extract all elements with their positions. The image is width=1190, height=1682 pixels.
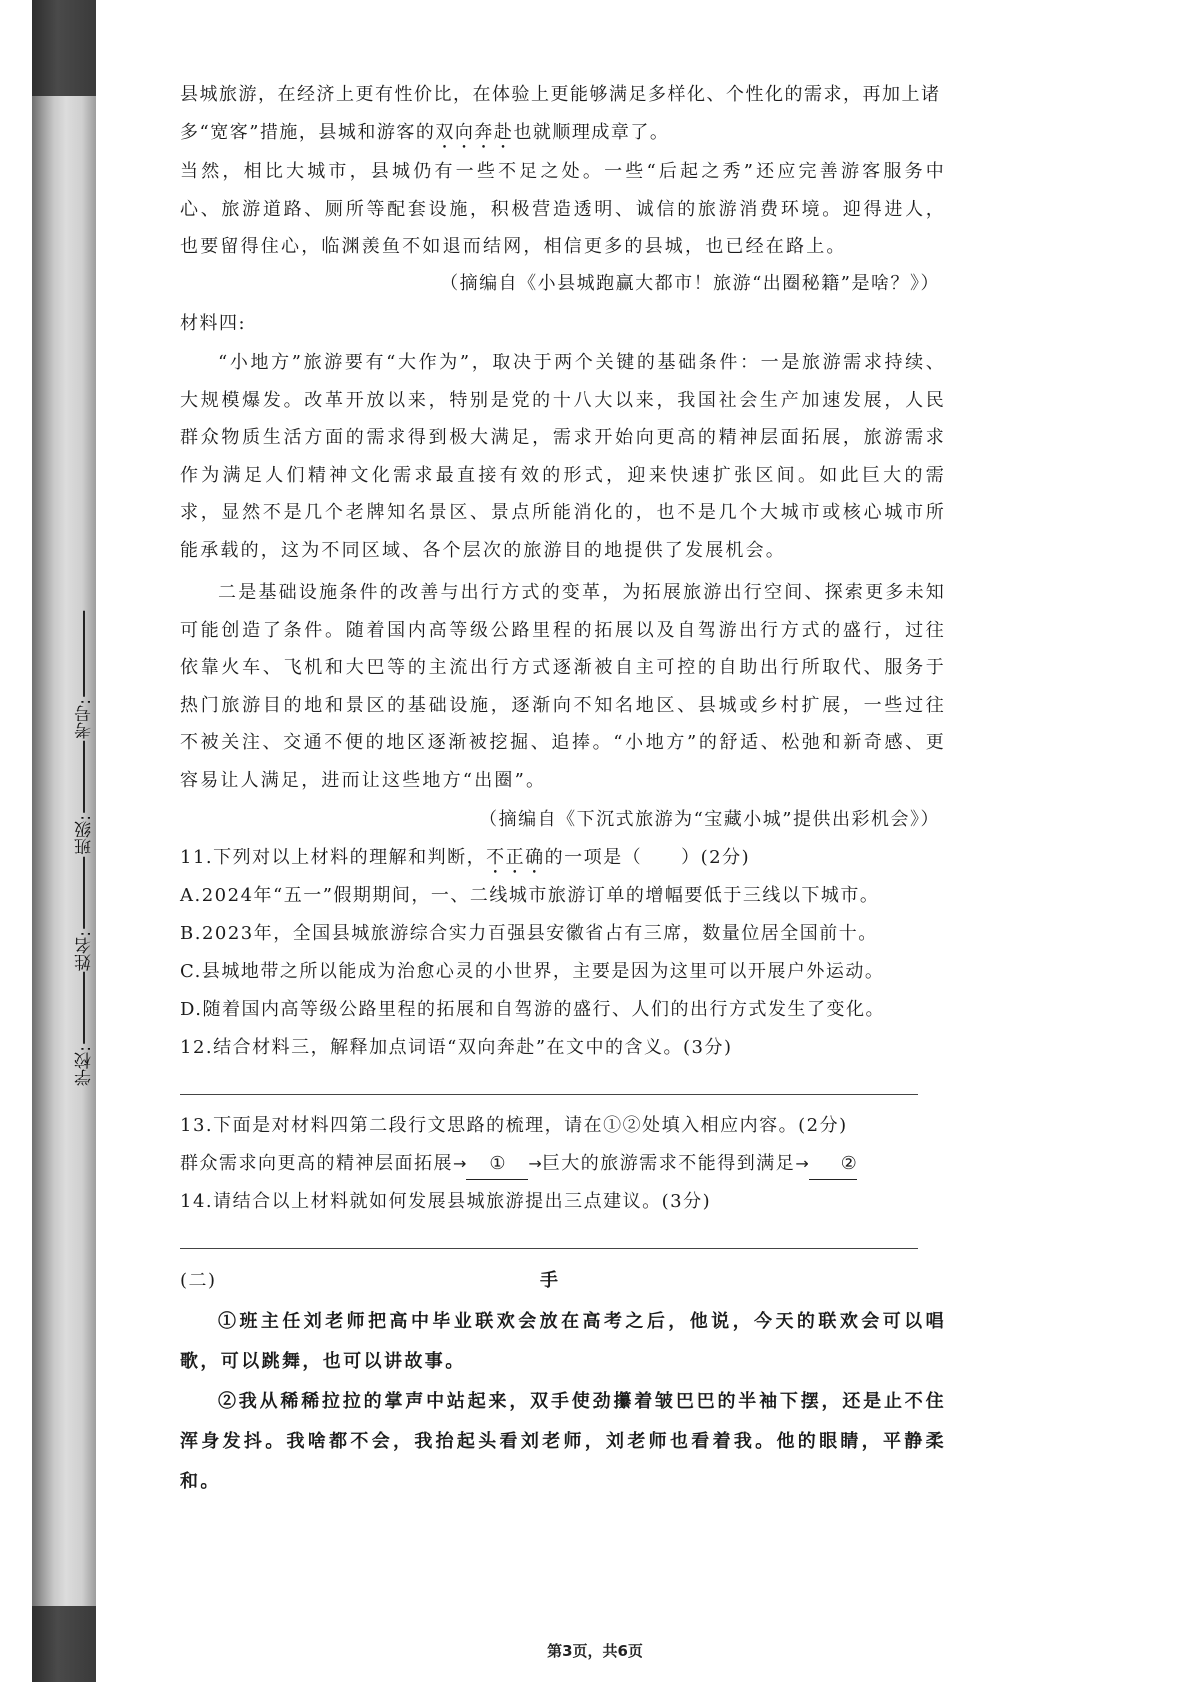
material3-line1: 县城旅游，在经济上更有性价比，在体验上更能够满足多样化、个性化的需求，再加上诸 — [180, 84, 941, 105]
q13-flow-mid: 巨大的旅游需求不能得到满足 — [541, 1153, 796, 1174]
exam-number-label: 考号: — [74, 699, 95, 739]
q13-blank-2[interactable]: ② — [809, 1149, 857, 1180]
school-field — [72, 970, 97, 1086]
class-blank[interactable] — [83, 741, 85, 813]
q11-suffix: 的一项是（ ）(2分) — [544, 847, 751, 868]
q13-flow-start: 群众需求向更高的精神层面拓展 — [180, 1153, 453, 1174]
q13-blank-1[interactable]: ① — [466, 1149, 528, 1180]
q12-answer-line[interactable] — [180, 1094, 918, 1095]
material3-line2 — [180, 118, 669, 153]
question-13: 13.下面是对材料四第二段行文思路的梳理，请在①②处填入相应内容。(2分) — [180, 1115, 848, 1136]
section-number: (二) — [180, 1270, 217, 1291]
q11-prefix: 11.下列对以上材料的理解和判断， — [180, 847, 487, 868]
binding-strip-top — [32, 0, 96, 96]
arrow-right-icon: → — [453, 1154, 467, 1173]
q11-option-c[interactable]: C.县城地带之所以能成为治愈心灵的小世界，主要是因为这里可以开展户外运动。 — [180, 961, 885, 982]
question-11 — [180, 843, 750, 878]
arrow-right-icon: → — [795, 1154, 809, 1173]
section-title: 手 — [540, 1270, 560, 1291]
material4-paragraph2: 二是基础设施条件的改善与出行方式的变革，为拓展旅游出行空间、探索更多未知可能创造了条件。随着国内高等级公路里程的拓展以及自驾游出行方式的盛行，过往依靠火车、飞机和大巴等的主流出行方式逐渐被自主可控的自助出行所取代、服务于热门旅游目的地和景区的基础设施，逐渐向不知名地区、县城或乡村扩展，一些过往不被关注、交通不便的地区逐渐被挖掘、追捧。“小地方”的舒适、松弛和新奇感、更容易让人满足，进而让这些地方“出圈”。 — [180, 582, 946, 791]
class-field — [72, 739, 97, 855]
material3-line2-suffix: 也就顺理成章了。 — [513, 122, 670, 143]
material3-paragraph2: 当然，相比大城市，县城仍有一些不足之处。一些“后起之秀”还应完善游客服务中心、旅游道路、厕所等配套设施，积极营造透明、诚信的旅游消费环境。迎得进人，也要留得住心，临渊羡鱼不如退而结网，相信更多的县城，也已经在路上。 — [180, 161, 946, 257]
material4-source: （摘编自《下沉式旅游为“宝藏小城”提供出彩机会》） — [479, 809, 940, 830]
q11-option-b[interactable]: B.2023年，全国县城旅游综合实力百强县安徽省占有三席，数量位居全国前十。 — [180, 923, 878, 944]
name-blank[interactable] — [83, 857, 85, 929]
q13-flow — [180, 1149, 857, 1180]
name-label: 姓名: — [74, 930, 95, 971]
question-12: 12.结合材料三，解释加点词语“双向奔赴”在文中的含义。(3分) — [180, 1037, 733, 1058]
material3-source: （摘编自《小县城跑赢大都市！旅游“出圈秘籍”是啥？》） — [440, 273, 940, 294]
material4-paragraph1: “小地方”旅游要有“大作为”，取决于两个关键的基础条件：一是旅游需求持续、大规模爆发。改革开放以来，特别是党的十八大以来，我国社会生产加速发展，人民群众物质生活方面的需求得到极大满足，需求开始向更高的精神层面拓展，旅游需求作为满足人们精神文化需求最直接有效的形式，迎来快速扩张区间。如此巨大的需求，显然不是几个老牌知名景区、景点所能消化的，也不是几个大城市或核心城市所能承载的，这为不同区域、各个层次的旅游目的地提供了发展机会。 — [180, 352, 946, 561]
class-label: 班级: — [74, 814, 95, 855]
material4-heading: 材料四: — [180, 313, 247, 334]
exam-number-blank[interactable] — [83, 611, 85, 697]
student-info-fields — [72, 526, 96, 1086]
story-paragraph1: ①班主任刘老师把高中毕业联欢会放在高考之后，他说，今天的联欢会可以唱歌，可以跳舞，也可以讲故事。 — [180, 1311, 946, 1372]
school-blank[interactable] — [83, 972, 85, 1044]
q11-option-a[interactable]: A.2024年“五一”假期期间，一、二线城市旅游订单的增幅要低于三线以下城市。 — [180, 885, 880, 906]
q11-dotted-word: 不正确 — [486, 847, 545, 868]
page-number: 第3页，共6页 — [547, 1642, 643, 1660]
q14-answer-line[interactable] — [180, 1248, 918, 1249]
arrow-right-icon: → — [528, 1154, 542, 1173]
story-paragraph2: ②我从稀稀拉拉的掌声中站起来，双手使劲攥着皱巴巴的半袖下摆，还是止不住浑身发抖。我啥都不会，我抬起头看刘老师，刘老师也看着我。他的眼睛，平静柔和。 — [180, 1391, 946, 1492]
q11-option-d[interactable]: D.随着国内高等级公路里程的拓展和自驾游的盛行、人们的出行方式发生了变化。 — [180, 999, 886, 1020]
material3-line2-prefix: 多“宽客”措施，县城和游客的 — [180, 122, 436, 143]
exam-number-field — [72, 609, 97, 739]
school-label: 学校: — [74, 1046, 95, 1086]
name-field — [72, 855, 97, 971]
question-14: 14.请结合以上材料就如何发展县城旅游提出三点建议。(3分) — [180, 1191, 712, 1212]
dotted-term-shuangxiang: 双向奔赴 — [435, 122, 514, 143]
